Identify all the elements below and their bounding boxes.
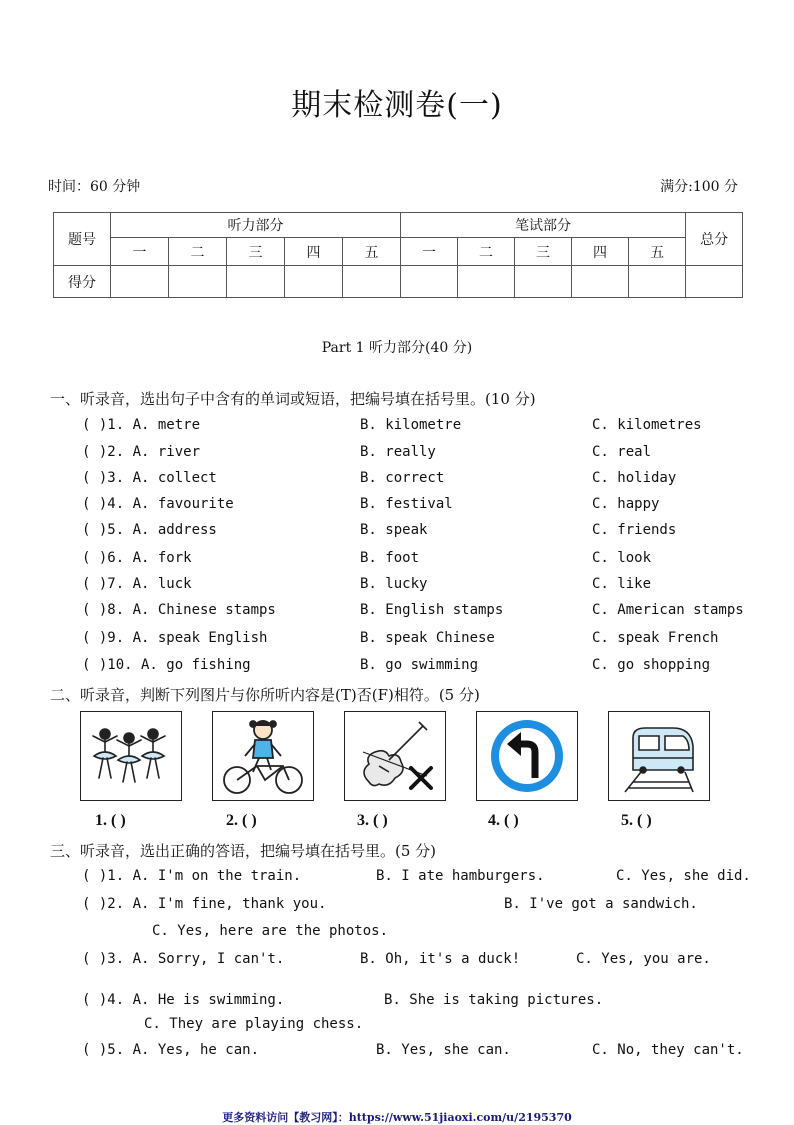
page-title: 期末检测卷(一) bbox=[291, 88, 503, 123]
q10-option-a: ( )10. A. go fishing bbox=[82, 657, 251, 673]
q7-option-b: B. lucky bbox=[360, 576, 428, 592]
s3-q1-option-b: B. I ate hamburgers. bbox=[376, 868, 545, 884]
score-cell[interactable] bbox=[515, 266, 572, 298]
section-number: 四 bbox=[285, 238, 343, 266]
q6-option-a: ( )6. A. fork bbox=[82, 550, 192, 566]
section-number: 二 bbox=[169, 238, 227, 266]
q7-option-c: C. like bbox=[592, 576, 652, 592]
picture2-answer[interactable]: 2. ( ) bbox=[226, 812, 257, 829]
q2-option-a: ( )2. A. river bbox=[82, 444, 201, 460]
s3-q1-option-c: C. Yes, she did. bbox=[616, 868, 751, 884]
s3-q5-option-a: ( )5. A. Yes, he can. bbox=[82, 1042, 260, 1058]
q8-option-c: C. American stamps bbox=[592, 602, 744, 618]
s3-q5-option-c: C. No, they can't. bbox=[592, 1042, 744, 1058]
s3-q3-option-c: C. Yes, you are. bbox=[576, 951, 711, 967]
section-number: 三 bbox=[227, 238, 285, 266]
q1-option-a: ( )1. A. metre bbox=[82, 417, 201, 433]
total-label: 总分 bbox=[686, 213, 743, 266]
section-number: 五 bbox=[343, 238, 401, 266]
q5-option-c: C. friends bbox=[592, 522, 677, 538]
q4-option-b: B. festival bbox=[360, 496, 453, 512]
s3-q4-option-c: C. They are playing chess. bbox=[144, 1016, 364, 1032]
full-score: 满分:100 分 bbox=[660, 179, 738, 195]
s3-q2-option-c: C. Yes, here are the photos. bbox=[152, 923, 389, 939]
q5-option-a: ( )5. A. address bbox=[82, 522, 217, 538]
picture3-answer[interactable]: 3. ( ) bbox=[357, 812, 388, 829]
q8-option-a: ( )8. A. Chinese stamps bbox=[82, 602, 276, 618]
q6-option-c: C. look bbox=[592, 550, 652, 566]
writing-part-label: 笔试部分 bbox=[401, 213, 686, 238]
q4-option-c: C. happy bbox=[592, 496, 660, 512]
girl-cycling-icon bbox=[212, 711, 314, 801]
q9-option-c: C. speak French bbox=[592, 630, 719, 646]
s3-q3-option-a: ( )3. A. Sorry, I can't. bbox=[82, 951, 285, 967]
q1-option-b: B. kilometre bbox=[360, 417, 462, 433]
part1-heading: Part 1 听力部分(40 分) bbox=[321, 340, 473, 356]
q3-option-a: ( )3. A. collect bbox=[82, 470, 217, 486]
q8-option-b: B. English stamps bbox=[360, 602, 504, 618]
q3-option-b: B. correct bbox=[360, 470, 445, 486]
picture4-answer[interactable]: 4. ( ) bbox=[488, 812, 519, 829]
section-number: 一 bbox=[111, 238, 169, 266]
q10-option-c: C. go shopping bbox=[592, 657, 711, 673]
section-number: 一 bbox=[401, 238, 458, 266]
section-number: 五 bbox=[629, 238, 686, 266]
q5-option-b: B. speak bbox=[360, 522, 428, 538]
picture-row bbox=[80, 711, 720, 803]
q9-option-a: ( )9. A. speak English bbox=[82, 630, 268, 646]
score-cell[interactable] bbox=[343, 266, 401, 298]
picture1-answer[interactable]: 1. ( ) bbox=[95, 812, 126, 829]
s3-q2-option-a: ( )2. A. I'm fine, thank you. bbox=[82, 896, 327, 912]
score-cell[interactable] bbox=[401, 266, 458, 298]
score-cell[interactable] bbox=[227, 266, 285, 298]
score-table bbox=[53, 212, 743, 298]
q3-option-c: C. holiday bbox=[592, 470, 677, 486]
score-cell[interactable] bbox=[285, 266, 343, 298]
s3-q3-option-b: B. Oh, it's a duck! bbox=[360, 951, 521, 967]
listening-part-label: 听力部分 bbox=[111, 213, 401, 238]
section-number: 三 bbox=[515, 238, 572, 266]
section1-heading: 一、听录音，选出句子中含有的单词或短语，把编号填在括号里。(10 分) bbox=[50, 390, 536, 408]
ballet-dancers-icon bbox=[80, 711, 182, 801]
footer-link[interactable]: 更多资料访问【教习网】：https://www.51jiaoxi.com/u/2195370 bbox=[222, 1111, 572, 1124]
q9-option-b: B. speak Chinese bbox=[360, 630, 495, 646]
picture5-answer[interactable]: 5. ( ) bbox=[621, 812, 652, 829]
score-table-row-label: 题号 bbox=[54, 213, 111, 266]
violin-crossed-icon bbox=[344, 711, 446, 801]
s3-q4-option-b: B. She is taking pictures. bbox=[384, 992, 604, 1008]
score-cell[interactable] bbox=[458, 266, 515, 298]
section-number: 二 bbox=[458, 238, 515, 266]
q10-option-b: B. go swimming bbox=[360, 657, 479, 673]
q2-option-c: C. real bbox=[592, 444, 652, 460]
section2-heading: 二、听录音，判断下列图片与你所听内容是(T)否(F)相符。(5 分) bbox=[50, 686, 480, 704]
q6-option-b: B. foot bbox=[360, 550, 420, 566]
s3-q5-option-b: B. Yes, she can. bbox=[376, 1042, 511, 1058]
q7-option-a: ( )7. A. luck bbox=[82, 576, 192, 592]
turn-left-sign-icon bbox=[476, 711, 578, 801]
q4-option-a: ( )4. A. favourite bbox=[82, 496, 234, 512]
section3-heading: 三、听录音，选出正确的答语，把编号填在括号里。(5 分) bbox=[50, 842, 437, 860]
total-score-cell[interactable] bbox=[686, 266, 743, 298]
q1-option-c: C. kilometres bbox=[592, 417, 702, 433]
score-cell[interactable] bbox=[629, 266, 686, 298]
s3-q2-option-b: B. I've got a sandwich. bbox=[504, 896, 698, 912]
exam-time: 时间：60 分钟 bbox=[48, 179, 141, 195]
section-number: 四 bbox=[572, 238, 629, 266]
score-row-label: 得分 bbox=[54, 266, 111, 298]
train-icon bbox=[608, 711, 710, 801]
score-cell[interactable] bbox=[111, 266, 169, 298]
score-cell[interactable] bbox=[572, 266, 629, 298]
s3-q1-option-a: ( )1. A. I'm on the train. bbox=[82, 868, 302, 884]
s3-q4-option-a: ( )4. A. He is swimming. bbox=[82, 992, 285, 1008]
score-cell[interactable] bbox=[169, 266, 227, 298]
q2-option-b: B. really bbox=[360, 444, 436, 460]
